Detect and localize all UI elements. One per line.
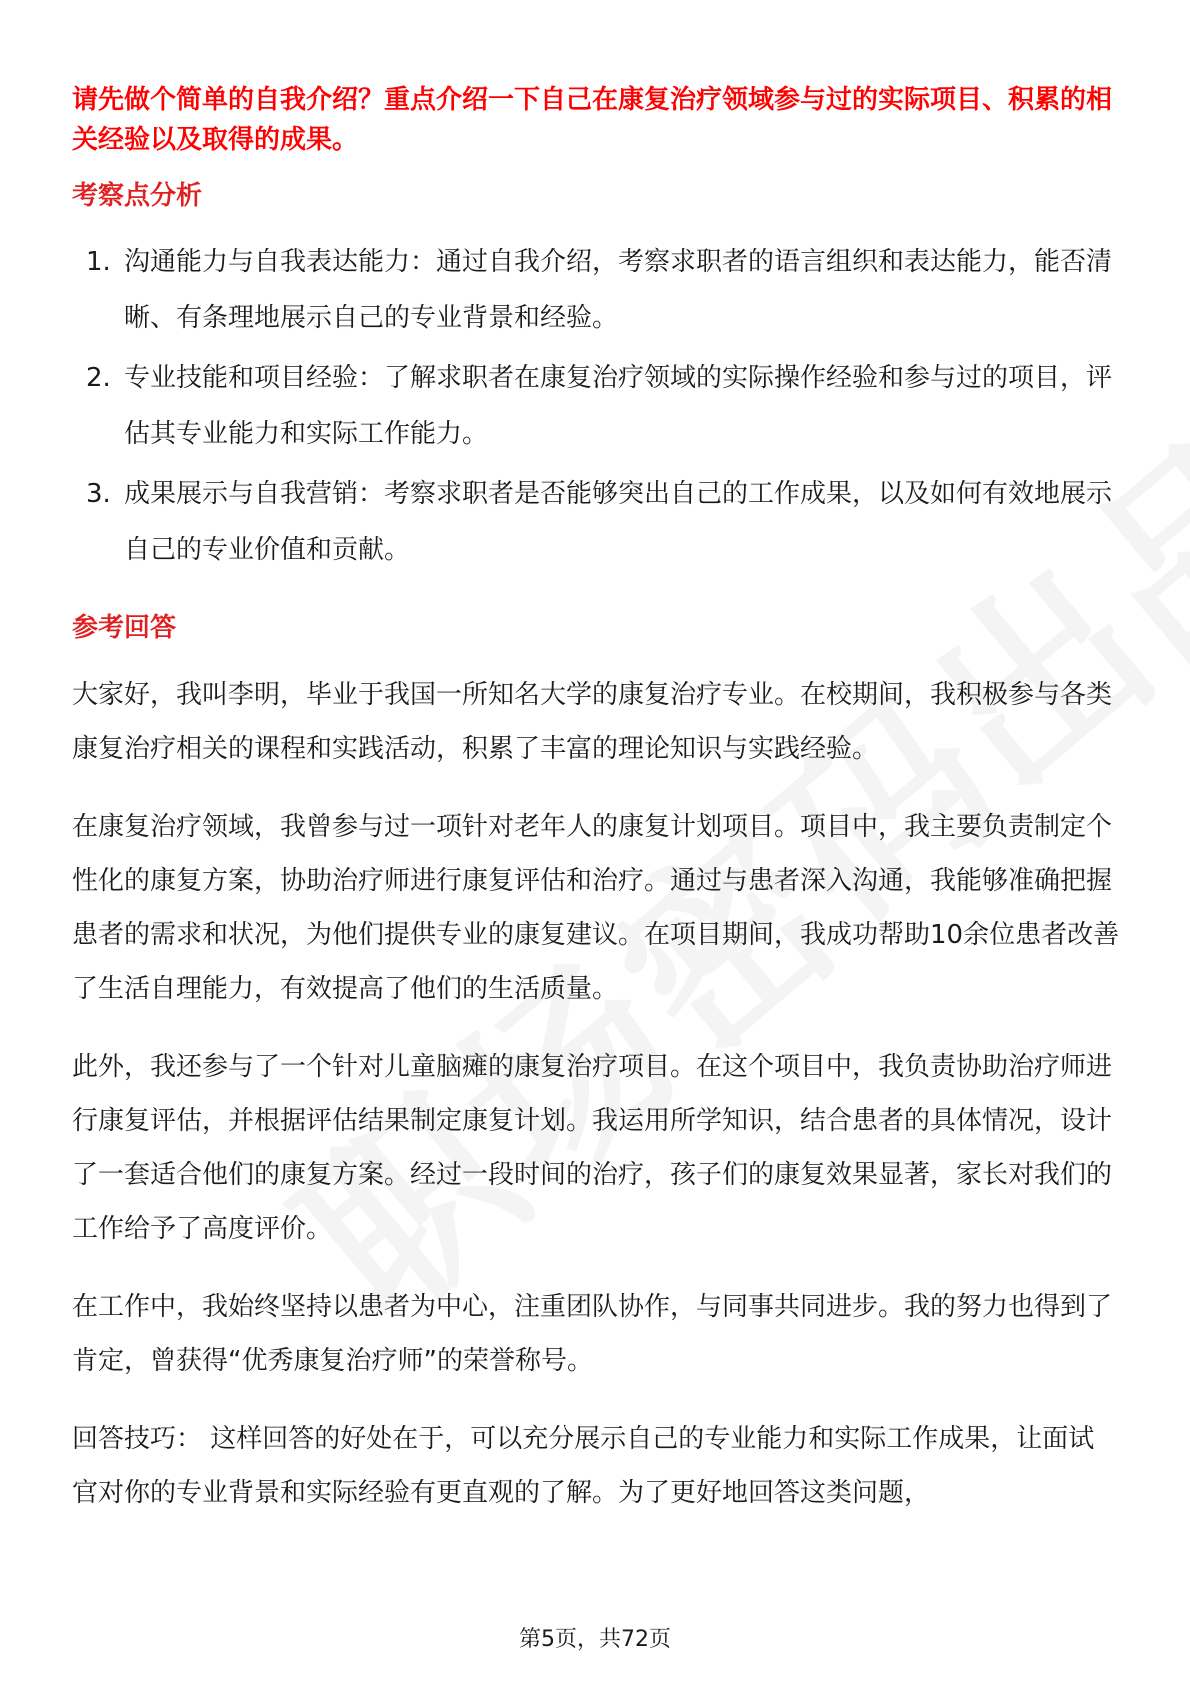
list-item-number: 3. xyxy=(86,479,111,509)
list-item-text: 沟通能力与自我表达能力：通过自我介绍，考察求职者的语言组织和表达能力，能否清晰、有条理地展示自己的专业背景和经验。 xyxy=(124,247,1113,333)
list-item xyxy=(72,234,1120,346)
answer-paragraph: 在工作中，我始终坚持以患者为中心，注重团队协作，与同事共同进步。我的努力也得到了肯定，曾获得“优秀康复治疗师”的荣誉称号。 xyxy=(72,1292,1113,1376)
answer-paragraph: 在康复治疗领域，我曾参与过一项针对老年人的康复计划项目。项目中，我主要负责制定个性化的康复方案，协助治疗师进行康复评估和治疗。通过与患者深入沟通，我能够准确把握患者的需求和状况，为他们提供专业的康复建议。在项目期间，我成功帮助10余位患者改善了生活自理能力，有效提高了他们的生活质量。 xyxy=(72,812,1120,1004)
analysis-list xyxy=(72,234,1120,578)
page-number-footer: 第5页，共72页 xyxy=(519,1627,671,1652)
list-item-number: 2. xyxy=(86,363,111,393)
analysis-title: 考察点分析 xyxy=(72,181,203,211)
list-item xyxy=(72,350,1120,462)
document-page xyxy=(72,80,1120,1520)
answer-title: 参考回答 xyxy=(72,613,177,643)
list-item xyxy=(72,466,1120,578)
answer-paragraph: 此外，我还参与了一个针对儿童脑瘫的康复治疗项目。在这个项目中，我负责协助治疗师进行康复评估，并根据评估结果制定康复计划。我运用所学知识，结合患者的具体情况，设计了一套适合他们的康复方案。经过一段时间的治疗，孩子们的康复效果显著，家长对我们的工作给予了高度评价。 xyxy=(72,1052,1113,1244)
list-item-text: 成果展示与自我营销：考察求职者是否能够突出自己的工作成果，以及如何有效地展示自己的专业价值和贡献。 xyxy=(124,479,1113,565)
list-item-number: 1. xyxy=(86,247,111,277)
question-heading: 请先做个简单的自我介绍？重点介绍一下自己在康复治疗领域参与过的实际项目、积累的相关经验以及取得的成果。 xyxy=(72,85,1113,155)
answer-paragraph: 大家好，我叫李明，毕业于我国一所知名大学的康复治疗专业。在校期间，我积极参与各类康复治疗相关的课程和实践活动，积累了丰富的理论知识与实践经验。 xyxy=(72,680,1113,764)
answer-tips-paragraph: 回答技巧： 这样回答的好处在于，可以充分展示自己的专业能力和实际工作成果，让面试官对你的专业背景和实际经验有更直观的了解。为了更好地回答这类问题， xyxy=(72,1424,1095,1508)
list-item-text: 专业技能和项目经验：了解求职者在康复治疗领域的实际操作经验和参与过的项目，评估其专业能力和实际工作能力。 xyxy=(124,363,1113,449)
